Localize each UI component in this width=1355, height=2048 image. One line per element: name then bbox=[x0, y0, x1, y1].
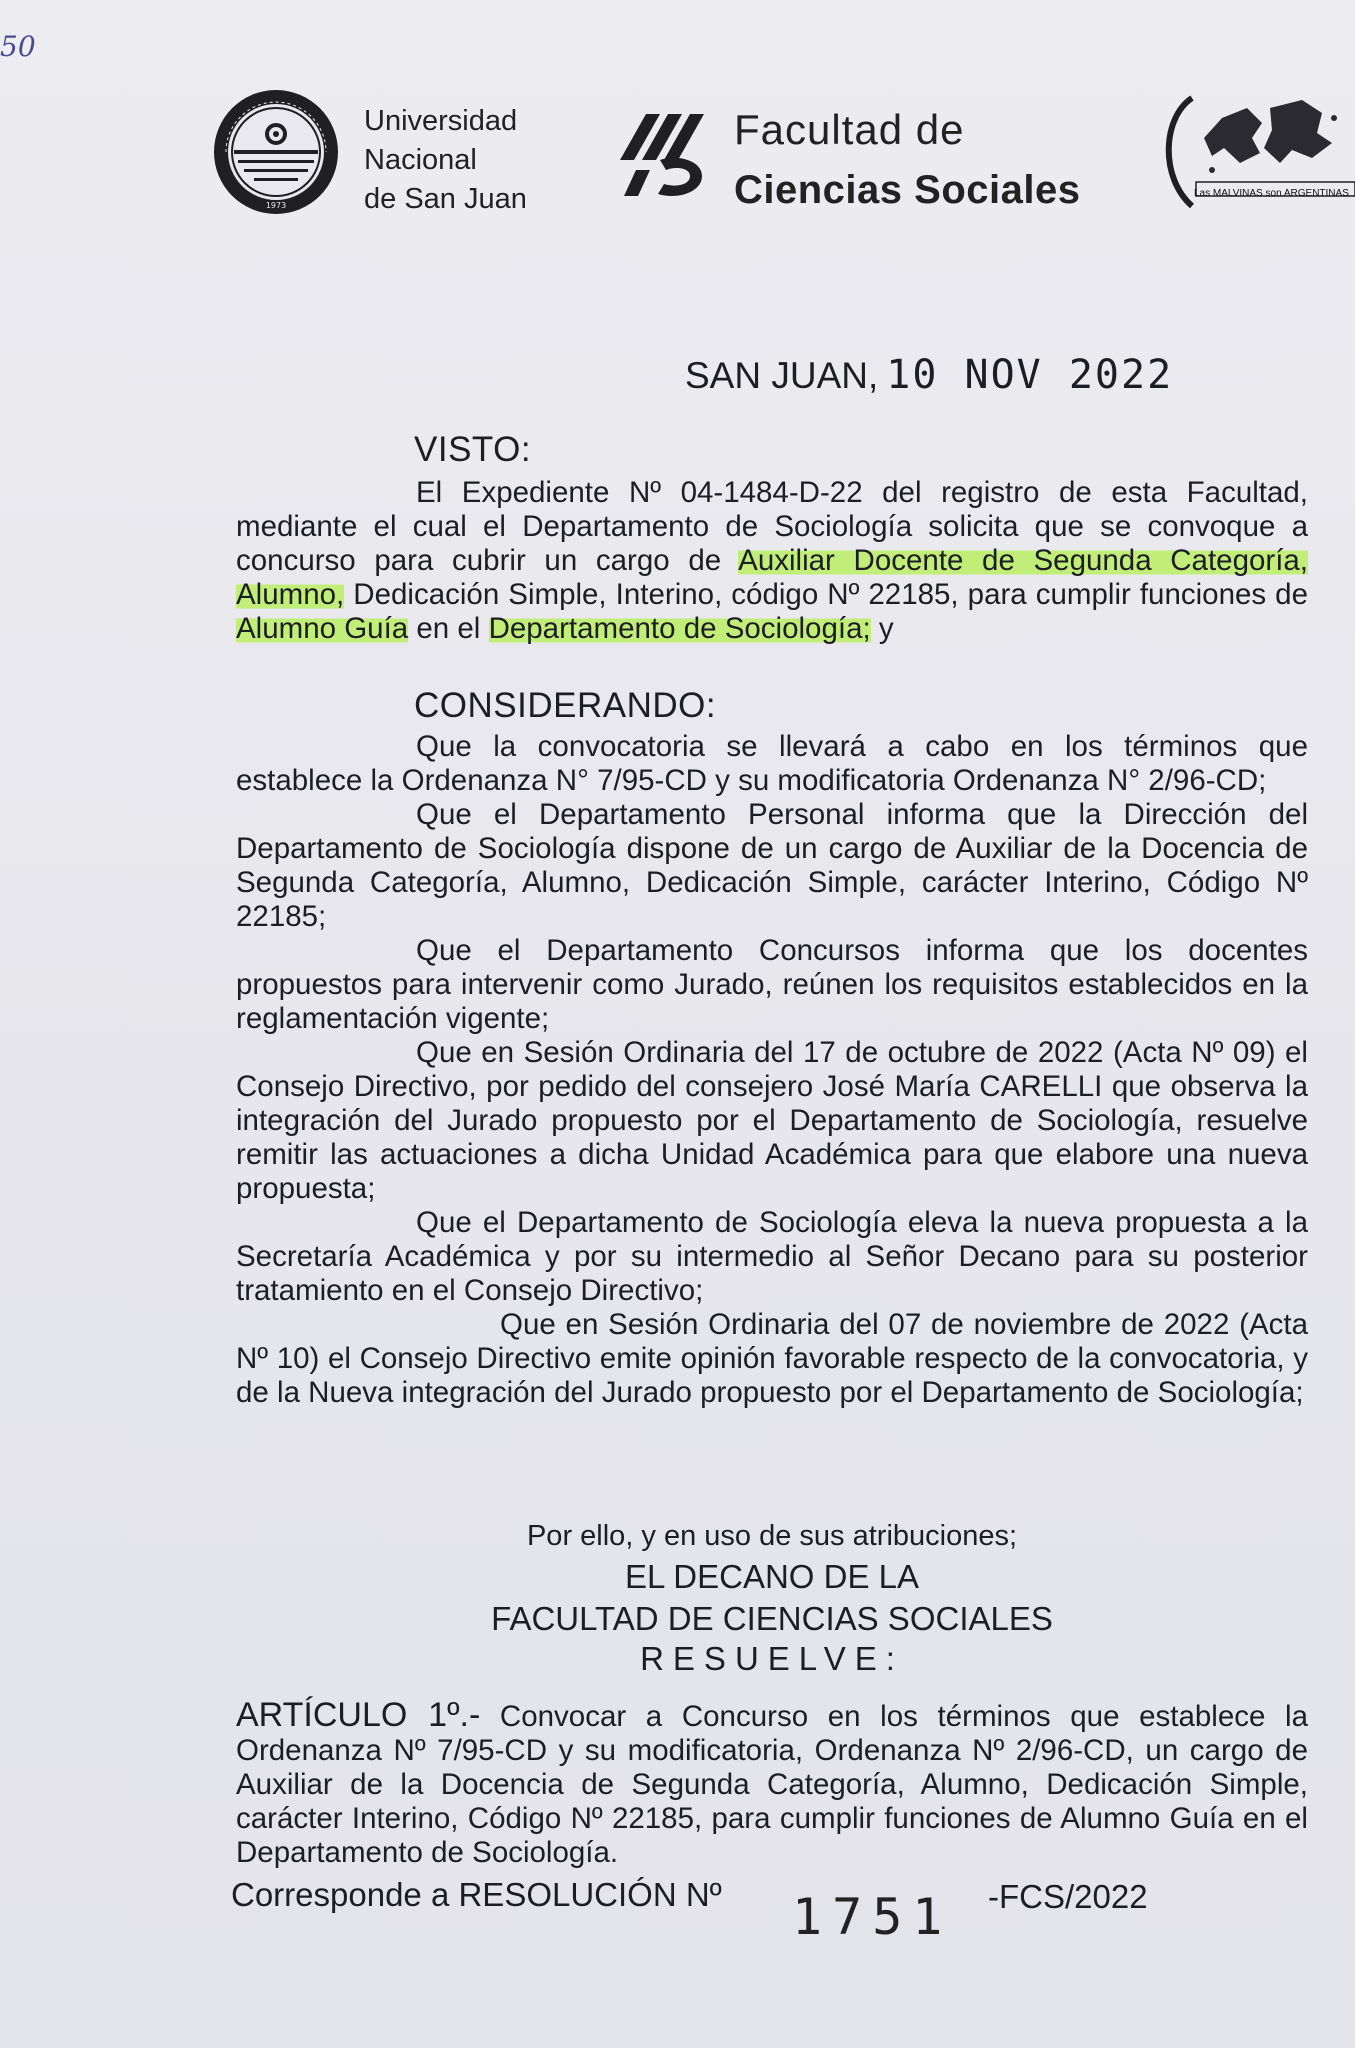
por-ello-line: Por ello, y en uso de sus atribuciones; bbox=[526, 1520, 1018, 1552]
university-name-line3: de San Juan bbox=[364, 183, 527, 215]
visto-paragraph bbox=[236, 476, 1308, 646]
university-name-line1: Universidad bbox=[364, 105, 518, 137]
visto-text-a: El Expediente Nº 04-1484-D-22 del registro de esta Facultad, mediante el cual el Departamento de Sociología solicita que se convoque a concurso para cubrir un cargo de bbox=[236, 476, 1308, 577]
considerando-section bbox=[236, 730, 1308, 1410]
seal-year: 1973 bbox=[265, 201, 287, 210]
resuelve-heading: RESUELVE: bbox=[640, 1640, 904, 1677]
university-name bbox=[364, 102, 527, 219]
faculty-name-line2: Ciencias Sociales bbox=[734, 168, 1081, 212]
faculty-logo bbox=[616, 110, 714, 202]
document-date bbox=[685, 352, 1173, 398]
visto-text-c: en el bbox=[408, 612, 489, 645]
date-place: SAN JUAN, bbox=[685, 355, 879, 396]
corresponde-label: Corresponde a RESOLUCIÓN Nº bbox=[231, 1876, 722, 1913]
decano-line-1: EL DECANO DE LA bbox=[624, 1558, 920, 1595]
highlight-departamento: Departamento de Sociología; bbox=[488, 612, 871, 645]
visto-heading: VISTO: bbox=[414, 430, 532, 469]
university-seal-logo bbox=[212, 88, 340, 216]
margin-annotation: 50 bbox=[0, 30, 36, 63]
considerando-paragraph-6: Que en Sesión Ordinaria del 07 de noviembre de 2022 (Acta Nº 10) el Consejo Directivo emite opinión favorable respecto de la convocatoria, y de la Nueva integración del Jurado propuesto por el Departamento de Sociología; bbox=[236, 1308, 1308, 1409]
highlight-cargo: Auxiliar Docente de Segunda Categoría, Alumno, bbox=[236, 544, 1308, 611]
visto-text-d: y bbox=[870, 612, 894, 645]
malvinas-caption: Las MALVINAS son ARGENTINAS bbox=[1194, 188, 1349, 199]
highlight-alumno-guia: Alumno Guía bbox=[236, 612, 409, 645]
considerando-paragraph-3: Que el Departamento Concursos informa que los docentes propuestos para intervenir como Jurado, reúnen los requisitos establecidos en la reglamentación vigente; bbox=[236, 934, 1308, 1035]
articulo-paragraph bbox=[236, 1698, 1308, 1870]
articulo-text: Convocar a Concurso en los términos que establece la Ordenanza Nº 7/95-CD y su modificatoria, Ordenanza Nº 2/96-CD, un cargo de Auxiliar de la Docencia de Segunda Categoría, Alumno, Dedicación Simple, carácter Interino, Código Nº 22185, para cumplir funciones de Alumno Guía en el Departamento de Sociología. bbox=[236, 1700, 1308, 1869]
date-stamp: 10 NOV 2022 bbox=[886, 352, 1174, 398]
considerando-paragraph-2: Que el Departamento Personal informa que la Dirección del Departamento de Sociología dispone de un cargo de Auxiliar de la Docencia de Segunda Categoría, Alumno, Dedicación Simple, carácter Interino, Código Nº 22185; bbox=[236, 798, 1308, 933]
considerando-heading: CONSIDERANDO: bbox=[414, 686, 717, 725]
considerando-paragraph-1: Que la convocatoria se llevará a cabo en los términos que establece la Ordenanza N° 7/95-CD y su modificatoria Ordenanza N° 2/96-CD; bbox=[236, 730, 1308, 797]
articulo-1 bbox=[236, 1698, 1308, 1870]
resolucion-suffix: -FCS/2022 bbox=[988, 1878, 1148, 1915]
articulo-label: ARTÍCULO 1º.- bbox=[236, 1696, 481, 1734]
decano-line-2: FACULTAD DE CIENCIAS SOCIALES bbox=[491, 1600, 1053, 1637]
visto-text-b: Dedicación Simple, Interino, código Nº 22185, para cumplir funciones de bbox=[344, 578, 1308, 611]
considerando-paragraph-4: Que en Sesión Ordinaria del 17 de octubre de 2022 (Acta Nº 09) el Consejo Directivo, por pedido del consejero José María CARELLI que observa la integración del Jurado propuesto por el Departamento de Sociología, resuelve remitir las actuaciones a dicha Unidad Académica para que elabore una nueva propuesta; bbox=[236, 1036, 1308, 1205]
resolucion-number-stamp: 1751 bbox=[792, 1888, 953, 1946]
visto-section bbox=[236, 476, 1308, 646]
considerando-paragraph-5: Que el Departamento de Sociología eleva la nueva propuesta a la Secretaría Académica y por su intermedio al Señor Decano para su posterior tratamiento en el Consejo Directivo; bbox=[236, 1206, 1308, 1307]
faculty-name-line1: Facultad de bbox=[734, 106, 965, 153]
university-name-line2: Nacional bbox=[364, 144, 477, 176]
